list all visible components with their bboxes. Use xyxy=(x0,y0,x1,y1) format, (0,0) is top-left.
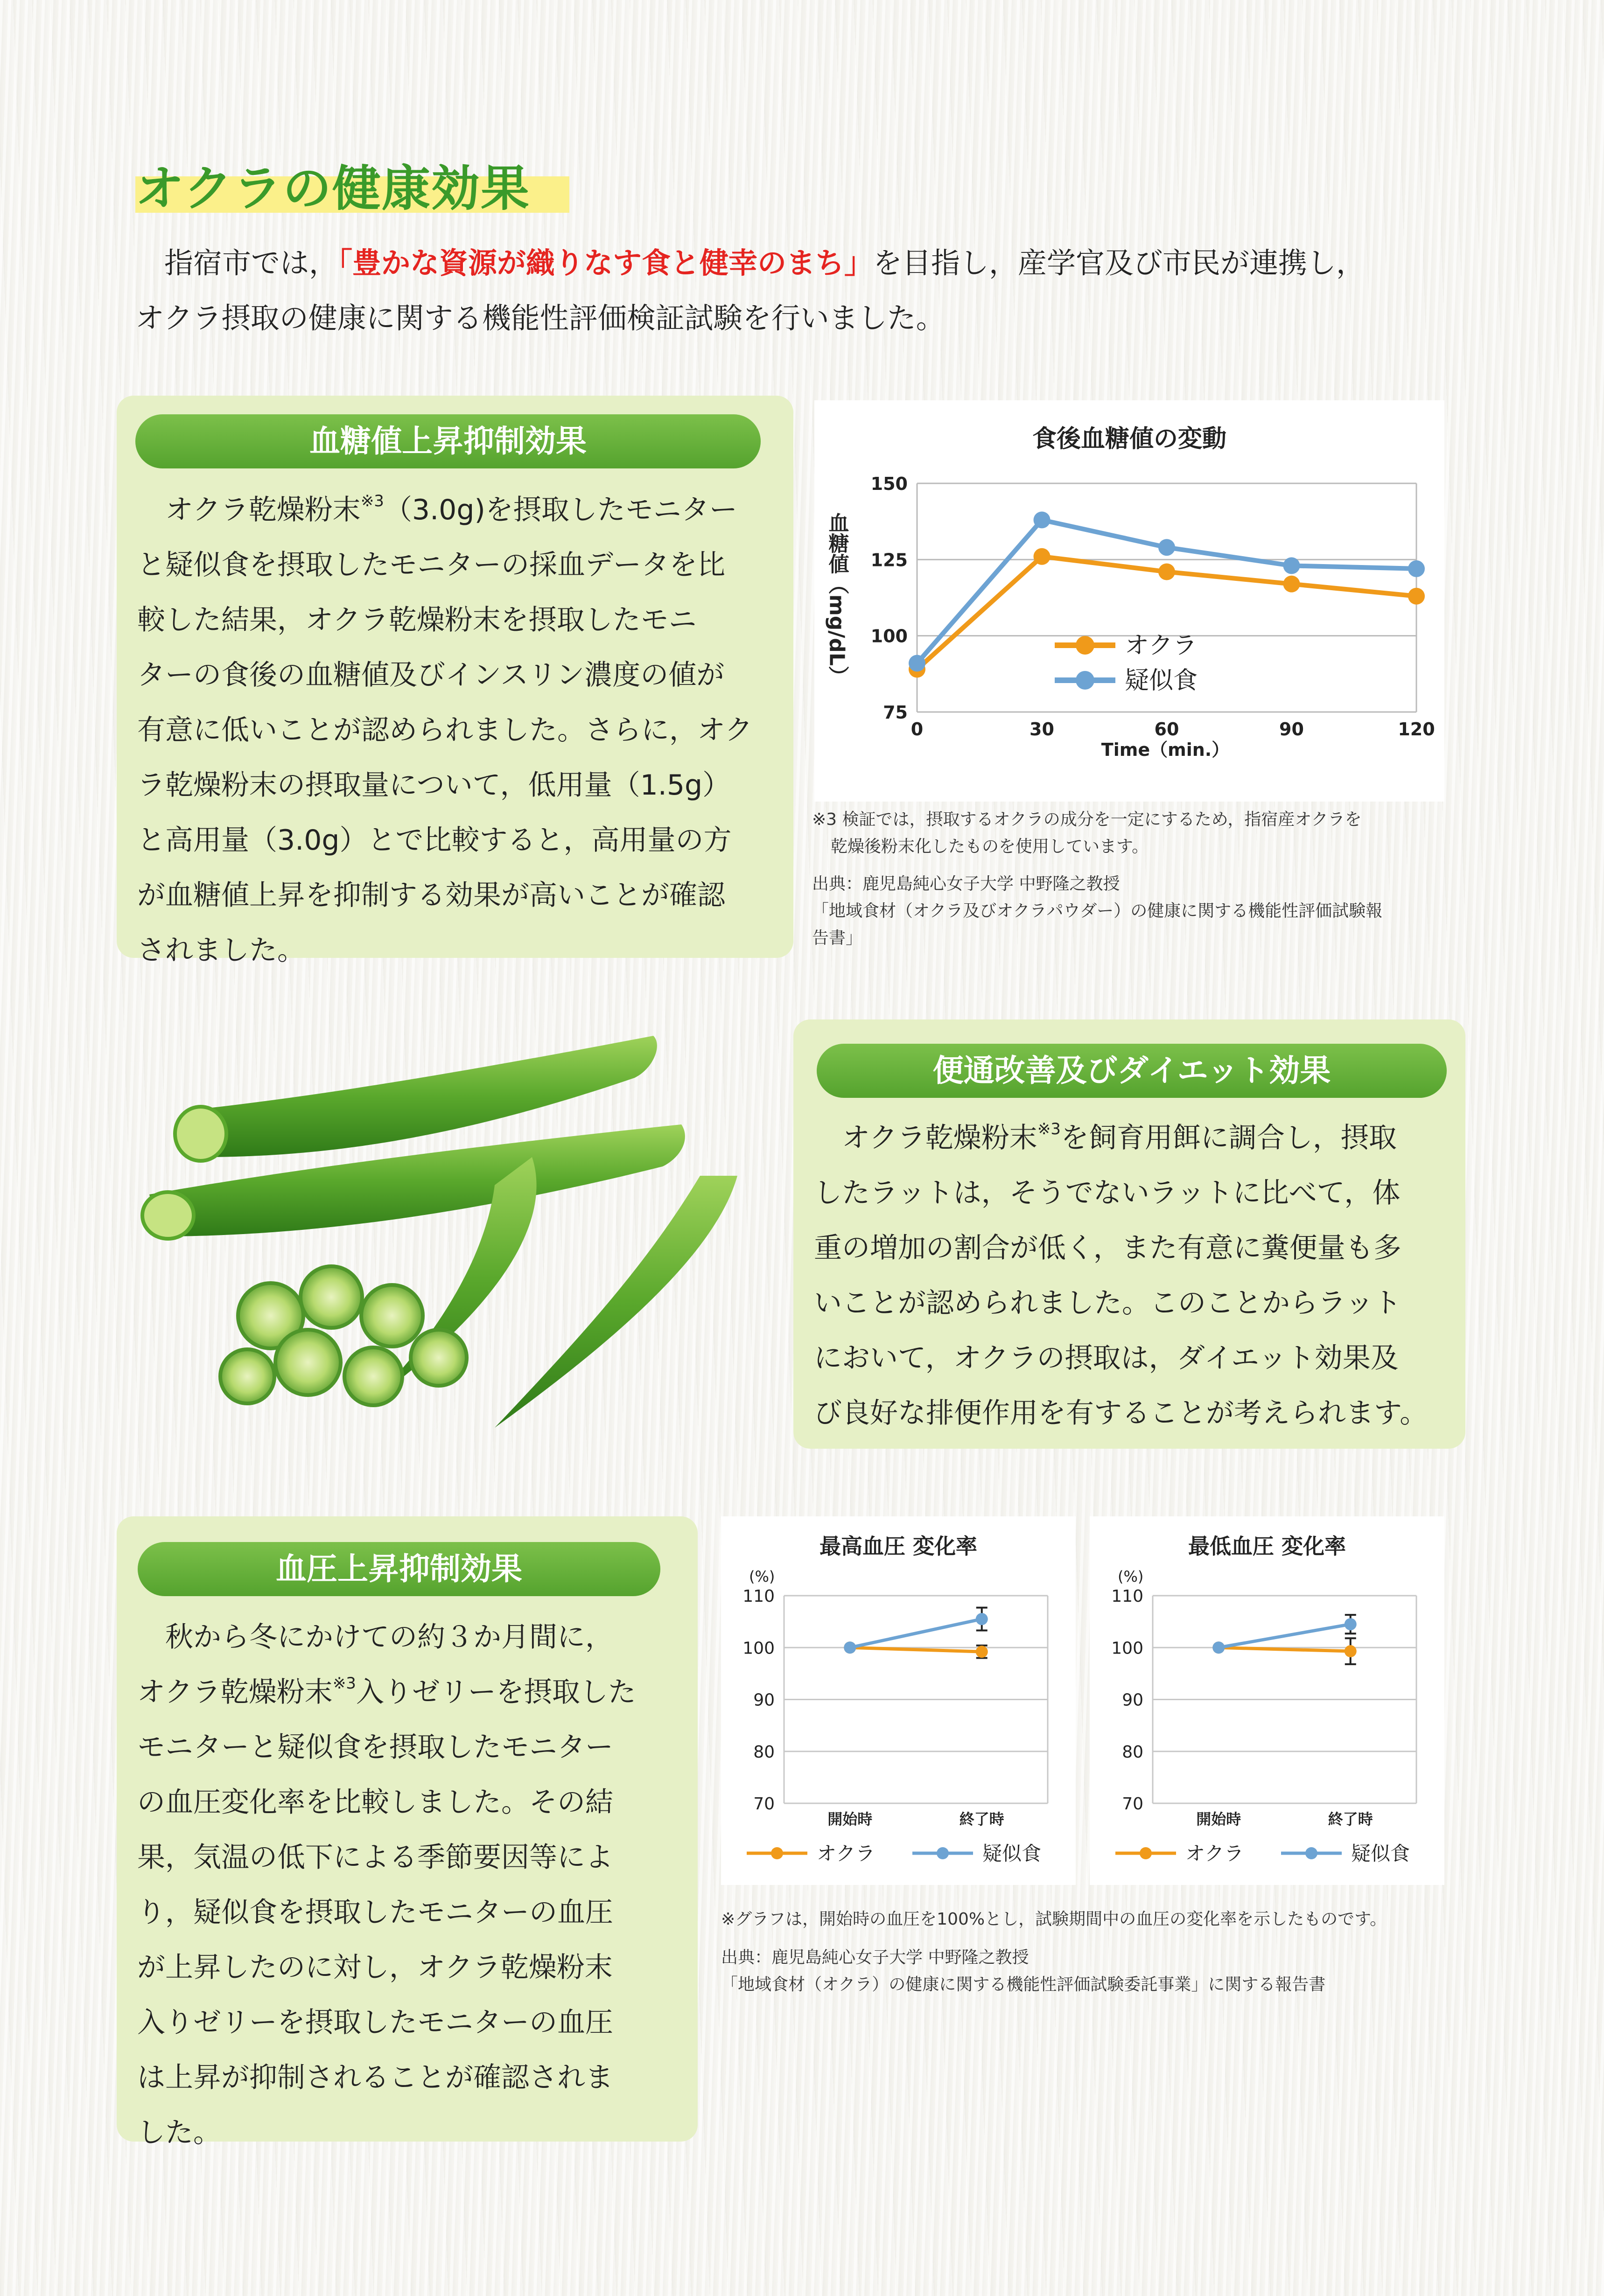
data-point xyxy=(1345,1645,1357,1657)
data-point xyxy=(1034,548,1051,565)
legend-label: 疑似食 xyxy=(1125,667,1198,695)
section-heading: 血糖値上昇抑制効果 xyxy=(135,414,761,468)
x-axis-label: Time（min.） xyxy=(1101,740,1230,760)
body-line: されました。 xyxy=(137,934,305,967)
legend-marker xyxy=(771,1847,783,1859)
y-tick-label: 110 xyxy=(742,1587,775,1606)
legend-marker xyxy=(1140,1847,1152,1859)
body-line: したラットは，そうでないラットに比べて，体 xyxy=(814,1177,1401,1209)
y-tick-label: 75 xyxy=(883,702,908,723)
chart-diastolic xyxy=(1090,1516,1444,1885)
legend-label: オクラ xyxy=(1185,1842,1244,1865)
data-point xyxy=(976,1646,988,1658)
y-tick-label: 80 xyxy=(1122,1742,1143,1762)
chart-systolic xyxy=(721,1516,1076,1885)
data-point xyxy=(1345,1618,1357,1630)
intro-paragraph xyxy=(135,236,1489,346)
body-line: モニターと疑似食を摂取したモニター xyxy=(137,1731,613,1764)
legend-marker xyxy=(937,1847,949,1859)
section-body xyxy=(814,1110,1428,1441)
x-tick-label: 30 xyxy=(1030,719,1054,740)
y-tick-label: 100 xyxy=(1111,1639,1143,1658)
body-line: 重の増加の割合が低く，また有意に糞便量も多 xyxy=(814,1232,1401,1264)
okra-illustration xyxy=(131,1017,747,1437)
footnote-line: 乾燥後粉末化したものを使用しています。 xyxy=(831,837,1149,856)
chart-title: 最低血圧 変化率 xyxy=(1188,1534,1346,1559)
legend-marker xyxy=(1305,1847,1317,1859)
source-line: 出典：鹿児島純心女子大学 中野隆之教授 xyxy=(721,1948,1029,1967)
y-tick-label: 150 xyxy=(870,474,908,494)
series-line-1 xyxy=(1219,1624,1351,1647)
x-tick-label: 開始時 xyxy=(827,1810,873,1828)
body-line: と高用量（3.0g）とで比較すると，高用量の方 xyxy=(137,824,732,857)
section-blood-pressure xyxy=(117,1516,698,2149)
source-line: 告書」 xyxy=(812,928,863,948)
body-line: と疑似食を摂取したモニターの採血データを比 xyxy=(137,549,725,581)
y-tick-label: 100 xyxy=(870,626,908,647)
legend-label: 疑似食 xyxy=(1351,1842,1410,1865)
body-line: 入りゼリーを摂取したモニターの血圧 xyxy=(137,2006,613,2039)
body-line: ラ乾燥粉末の摂取量について，低用量（1.5g） xyxy=(137,769,731,802)
y-tick-label: 90 xyxy=(1122,1690,1143,1710)
section-digestion-diet xyxy=(793,1019,1465,1449)
data-point xyxy=(1283,557,1300,574)
y-unit-label: (%) xyxy=(749,1568,775,1585)
body-line: り，疑似食を摂取したモニターの血圧 xyxy=(137,1896,613,1929)
body-line: 入りゼリーを摂取した xyxy=(356,1676,636,1709)
x-tick-label: 開始時 xyxy=(1196,1810,1241,1828)
x-tick-label: 終了時 xyxy=(959,1810,1004,1828)
chart-diastolic-card xyxy=(1090,1516,1444,1885)
data-point xyxy=(1283,576,1300,593)
data-point xyxy=(976,1613,988,1625)
y-tick-label: 80 xyxy=(753,1742,775,1762)
body-line: は上昇が抑制されることが確認されま xyxy=(137,2061,613,2094)
data-point xyxy=(1408,588,1425,605)
data-point xyxy=(1034,511,1051,528)
series-line-1 xyxy=(850,1619,982,1647)
legend-label: オクラ xyxy=(1125,632,1197,660)
footnote-ref: ※3 xyxy=(360,492,384,510)
section-body xyxy=(137,1610,636,2160)
data-point xyxy=(1158,539,1175,556)
intro-highlight: 「豊かな資源が織りなす食と健幸のまち」 xyxy=(338,246,874,280)
body-line: の血圧変化率を比較しました。その結 xyxy=(137,1786,613,1819)
okra-slice xyxy=(344,1347,402,1405)
y-unit-label: (%) xyxy=(1118,1568,1144,1585)
okra-slice xyxy=(411,1330,467,1386)
footnote-ref: ※3 xyxy=(1037,1120,1061,1138)
footnote-line: ※グラフは，開始時の血圧を100%とし，試験期間中の血圧の変化率を示したものです。 xyxy=(721,1910,1387,1929)
okra-slice xyxy=(301,1266,362,1328)
body-line: が血糖値上昇を抑制する効果が高いことが確認 xyxy=(137,879,725,912)
y-tick-label: 70 xyxy=(753,1794,775,1814)
notes-block-1 xyxy=(812,806,1382,952)
source-line: 「地域食材（オクラ及びオクラパウダー）の健康に関する機能性評価試験報 xyxy=(812,901,1383,921)
x-tick-label: 120 xyxy=(1398,719,1435,740)
y-ticks xyxy=(871,474,908,723)
body-line: した。 xyxy=(137,2116,221,2149)
title-block xyxy=(135,149,530,219)
body-line: 有意に低いことが認められました。さらに，オク xyxy=(137,714,753,747)
chart-title: 食後血糖値の変動 xyxy=(1032,425,1227,453)
okra-slice xyxy=(361,1285,423,1347)
body-line: いことが認められました。このことからラット xyxy=(814,1287,1401,1319)
x-tick-label: 60 xyxy=(1154,719,1179,740)
legend-marker xyxy=(1076,671,1094,690)
body-line: において，オクラの摂取は，ダイエット効果及 xyxy=(814,1342,1399,1375)
okra-slice xyxy=(220,1349,274,1403)
x-tick-label: 0 xyxy=(911,719,924,740)
okra-slices xyxy=(220,1266,467,1405)
x-ticks xyxy=(911,719,1435,740)
legend-label: オクラ xyxy=(817,1842,876,1865)
notes-block-2 xyxy=(721,1906,1387,1998)
chart-title: 最高血圧 変化率 xyxy=(819,1534,978,1559)
body-line: オクラ乾燥粉末 xyxy=(165,494,361,526)
okra-cut-end xyxy=(175,1107,226,1161)
body-line: 秋から冬にかけての約３か月間に， xyxy=(165,1621,613,1654)
section-heading: 便通改善及びダイエット効果 xyxy=(817,1044,1447,1098)
intro-pre: 指宿市では， xyxy=(164,246,338,280)
chart-blood-sugar-card xyxy=(814,400,1444,802)
intro-line2: オクラ摂取の健康に関する機能性評価検証試験を行いました。 xyxy=(135,301,945,335)
section-heading: 血圧上昇抑制効果 xyxy=(138,1542,660,1596)
source-line: 「地域食材（オクラ）の健康に関する機能性評価試験委託事業」に関する報告書 xyxy=(721,1975,1326,1994)
data-point xyxy=(1212,1641,1225,1654)
y-tick-label: 110 xyxy=(1111,1587,1143,1606)
y-tick-label: 100 xyxy=(742,1639,775,1658)
section-blood-sugar xyxy=(117,396,793,967)
data-point xyxy=(844,1641,856,1654)
x-tick-label: 90 xyxy=(1279,719,1304,740)
body-line: 較した結果，オクラ乾燥粉末を摂取したモニ xyxy=(137,604,697,636)
body-line: （3.0g)を摂取したモニター xyxy=(384,494,737,526)
body-line: オクラ乾燥粉末 xyxy=(842,1122,1037,1154)
body-line: オクラ乾燥粉末 xyxy=(137,1676,333,1709)
body-line: を飼育用餌に調合し，摂取 xyxy=(1060,1122,1397,1154)
footnote-ref: ※3 xyxy=(332,1674,356,1693)
body-line: 果，気温の低下による季節要因等によ xyxy=(137,1841,613,1874)
data-point xyxy=(909,655,925,671)
page-title: オクラの健康効果 xyxy=(135,160,530,217)
okra-cut-end xyxy=(142,1192,194,1239)
data-point xyxy=(1408,560,1425,577)
legend-label: 疑似食 xyxy=(982,1842,1042,1865)
y-tick-label: 90 xyxy=(753,1690,775,1710)
body-line: が上昇したのに対し，オクラ乾燥粉末 xyxy=(137,1951,613,1984)
legend-marker xyxy=(1076,636,1094,655)
chart-systolic-card xyxy=(721,1516,1076,1885)
y-tick-label: 125 xyxy=(870,550,908,571)
x-tick-label: 終了時 xyxy=(1328,1810,1373,1828)
intro-post: を目指し，産学官及び市民が連携し， xyxy=(873,246,1366,280)
legend xyxy=(1055,632,1198,695)
chart-blood-sugar xyxy=(814,400,1444,802)
okra-slice xyxy=(275,1330,341,1395)
body-line: び良好な排便作用を有することが考えられます。 xyxy=(814,1397,1428,1430)
body-line: ターの食後の血糖値及びインスリン濃度の値が xyxy=(137,659,725,691)
y-tick-label: 70 xyxy=(1122,1794,1143,1814)
footnote-line: ※3 検証では，摂取するオクラの成分を一定にするため，指宿産オクラを xyxy=(812,810,1362,829)
data-point xyxy=(1158,563,1175,580)
source-line: 出典：鹿児島純心女子大学 中野隆之教授 xyxy=(812,874,1120,893)
y-axis-label: 血糖値（mg/dL） xyxy=(825,512,849,686)
section-body xyxy=(137,482,753,978)
